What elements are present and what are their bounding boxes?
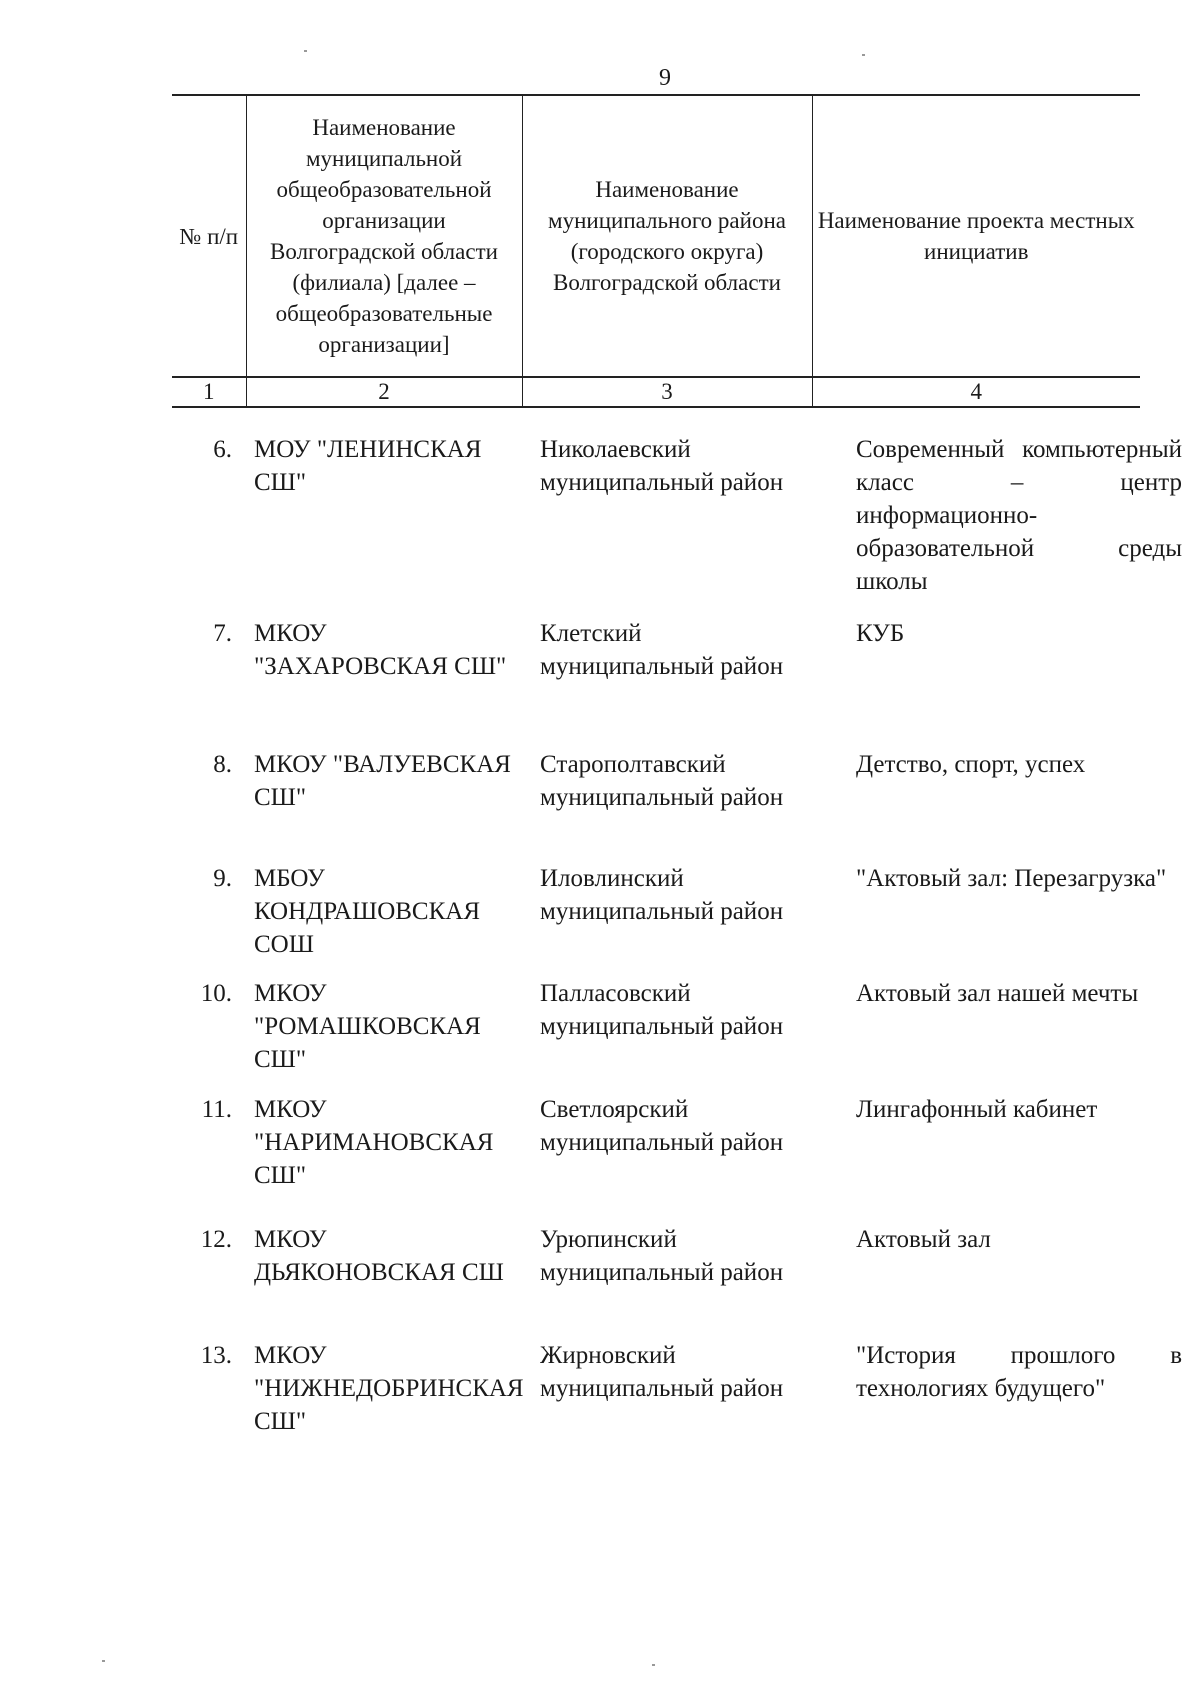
row-number: 8. <box>213 751 232 778</box>
organization-name: МКОУ "ВАЛУЕВСКАЯ СШ" <box>254 751 511 811</box>
row-number: 12. <box>200 1226 232 1253</box>
header-organization: Наименование муниципальной общеобразовательной организации Волгоградской области (филиала) [далее – общеобразовательные организации] <box>246 95 522 377</box>
row-number: 6. <box>213 436 232 463</box>
row-number: 13. <box>200 1342 232 1369</box>
organization-name: МОУ "ЛЕНИНСКАЯ СШ" <box>254 436 482 496</box>
scan-speck <box>102 1660 105 1662</box>
district-name: Николаевский муниципальный район <box>540 436 784 496</box>
column-number-row <box>172 377 1140 407</box>
organization-name: МКОУ "НИЖНЕДОБРИНСКАЯ СШ" <box>254 1342 524 1435</box>
row-number: 9. <box>213 865 232 892</box>
district-name: Палласовский муниципальный район <box>540 980 784 1040</box>
district-name: Клетский муниципальный район <box>540 620 784 680</box>
district-name: Урюпинский муниципальный район <box>540 1226 784 1286</box>
district-name: Старополтавский муниципальный район <box>540 751 784 811</box>
project-name: Детство, спорт, успех <box>856 751 1086 778</box>
header-district: Наименование муниципального района (городского округа) Волгоградской области <box>522 95 812 377</box>
organization-name: МБОУ КОНДРАШОВСКАЯ СОШ <box>254 865 481 958</box>
scan-speck <box>304 50 307 52</box>
project-name: "История прошлого в технологиях будущего" <box>856 1342 1182 1402</box>
organization-name: МКОУ "НАРИМАНОВСКАЯ СШ" <box>254 1096 494 1189</box>
header-project: Наименование проекта местных инициатив <box>812 95 1140 377</box>
row-number: 10. <box>200 980 232 1007</box>
table-header <box>172 94 1140 408</box>
project-name: КУБ <box>856 620 905 647</box>
column-number: 1 <box>172 377 246 407</box>
project-name: Актовый зал нашей мечты <box>856 980 1139 1007</box>
column-number: 4 <box>812 377 1140 407</box>
district-name: Жирновский муниципальный район <box>540 1342 784 1402</box>
district-name: Иловлинский муниципальный район <box>540 865 784 925</box>
header-row <box>172 95 1140 377</box>
project-name: "Актовый зал: Перезагрузка" <box>856 865 1167 892</box>
row-number: 7. <box>213 620 232 647</box>
project-name: Лингафонный кабинет <box>856 1096 1098 1123</box>
column-number: 2 <box>246 377 522 407</box>
scan-speck <box>652 1664 655 1666</box>
row-number: 11. <box>201 1096 232 1123</box>
scan-speck <box>862 54 865 56</box>
column-number: 3 <box>522 377 812 407</box>
project-name: Современный компьютерный класс – центр информационно-образовательной среды школы <box>856 436 1182 595</box>
organization-name: МКОУ ДЬЯКОНОВСКАЯ СШ <box>254 1226 504 1286</box>
header-number: № п/п <box>172 95 246 377</box>
organization-name: МКОУ "ЗАХАРОВСКАЯ СШ" <box>254 620 507 680</box>
organization-name: МКОУ "РОМАШКОВСКАЯ СШ" <box>254 980 481 1073</box>
page-number: 9 <box>659 65 671 91</box>
project-name: Актовый зал <box>856 1226 991 1253</box>
district-name: Светлоярский муниципальный район <box>540 1096 784 1156</box>
